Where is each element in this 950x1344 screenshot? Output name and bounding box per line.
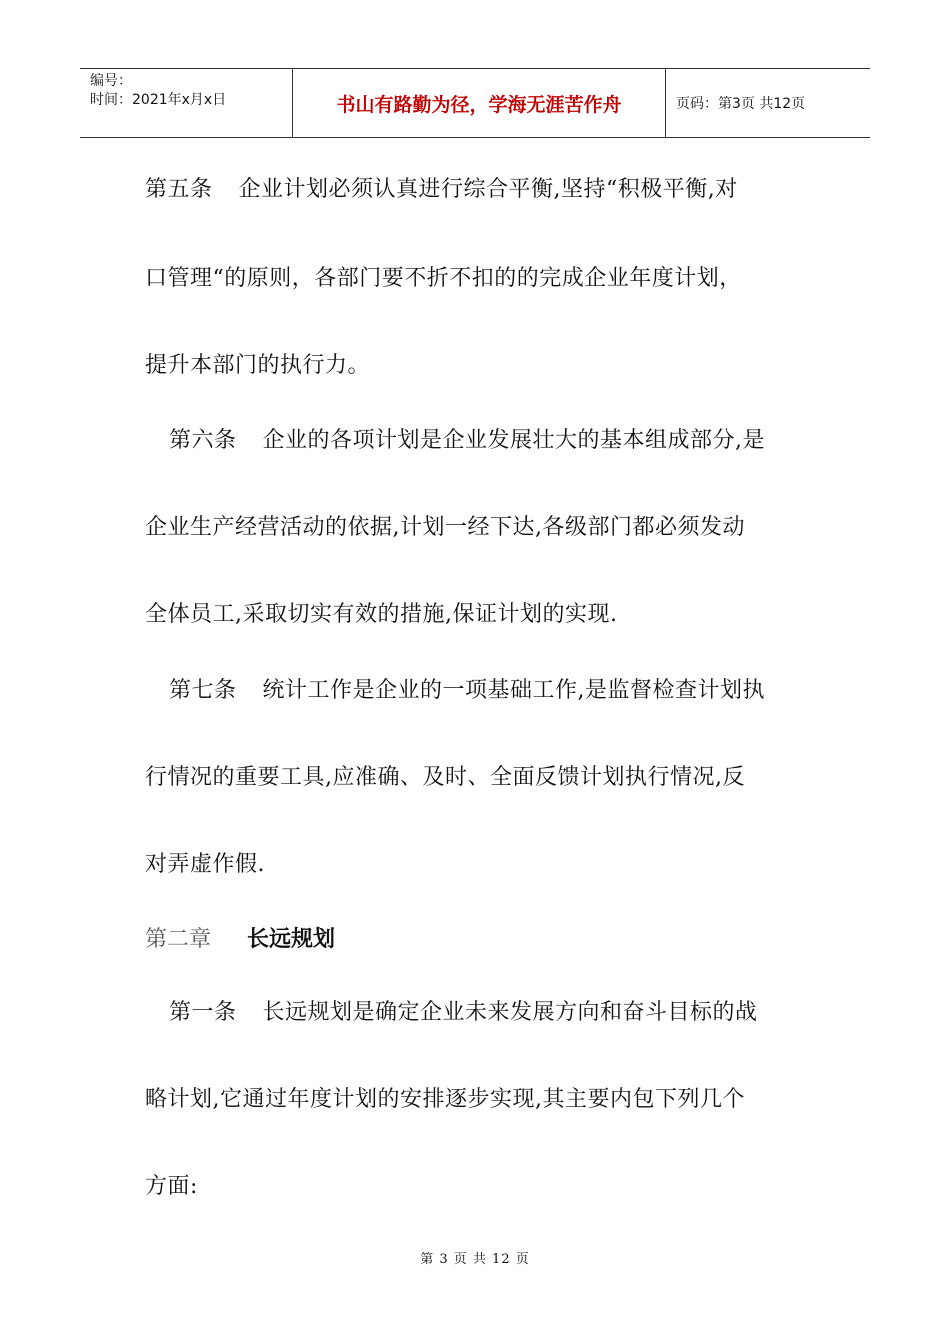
article-6-line-3: 全体员工,采取切实有效的措施,保证计划的实现. <box>145 602 618 627</box>
doc-date-label: 时间：2021年x月x日 <box>90 92 227 108</box>
article-label: 第一条 <box>169 1000 237 1025</box>
article-label: 第七条 <box>169 678 237 703</box>
header-motto: 书山有路勤为径，学海无涯苦作舟 <box>293 69 666 137</box>
article-1-line-3: 方面: <box>145 1174 198 1199</box>
article-5-line-3: 提升本部门的执行力。 <box>145 353 371 378</box>
article-label: 第六条 <box>169 428 237 453</box>
chapter-heading <box>145 922 335 953</box>
article-5-line-2: 口管理“的原则，各部门要不折不扣的的完成企业年度计划， <box>145 266 742 291</box>
doc-number-label: 编号： <box>90 73 132 89</box>
article-text: 长远规划是确定企业未来发展方向和奋斗目标的战 <box>262 1000 758 1025</box>
chapter-title: 长远规划 <box>247 927 336 952</box>
article-7-line-3: 对弄虚作假. <box>145 852 265 877</box>
article-1-line-2: 略计划,它通过年度计划的安排逐步实现,其主要内包下列几个 <box>145 1087 745 1112</box>
article-6-line-1 <box>169 423 765 454</box>
chapter-number: 第二章 <box>145 927 212 952</box>
page-footer: 第 3 页 共 12 页 <box>420 1252 530 1267</box>
article-7-line-1 <box>169 673 765 704</box>
article-text: 企业的各项计划是企业发展壮大的基本组成部分,是 <box>262 428 766 453</box>
header-meta <box>80 69 293 137</box>
article-text: 企业计划必须认真进行综合平衡,坚持“积极平衡,对 <box>238 177 738 202</box>
header-page-info: 页码：第3页 共12页 <box>676 96 806 112</box>
article-7-line-2: 行情况的重要工具,应准确、及时、全面反馈计划执行情况,反 <box>145 765 745 790</box>
article-label: 第五条 <box>145 177 213 202</box>
article-1-line-1 <box>169 995 758 1026</box>
page-header <box>80 68 870 138</box>
article-5-line-1 <box>145 172 738 203</box>
article-text: 统计工作是企业的一项基础工作,是监督检查计划执 <box>262 678 766 703</box>
article-6-line-2: 企业生产经营活动的依据,计划一经下达,各级部门都必须发动 <box>145 515 745 540</box>
